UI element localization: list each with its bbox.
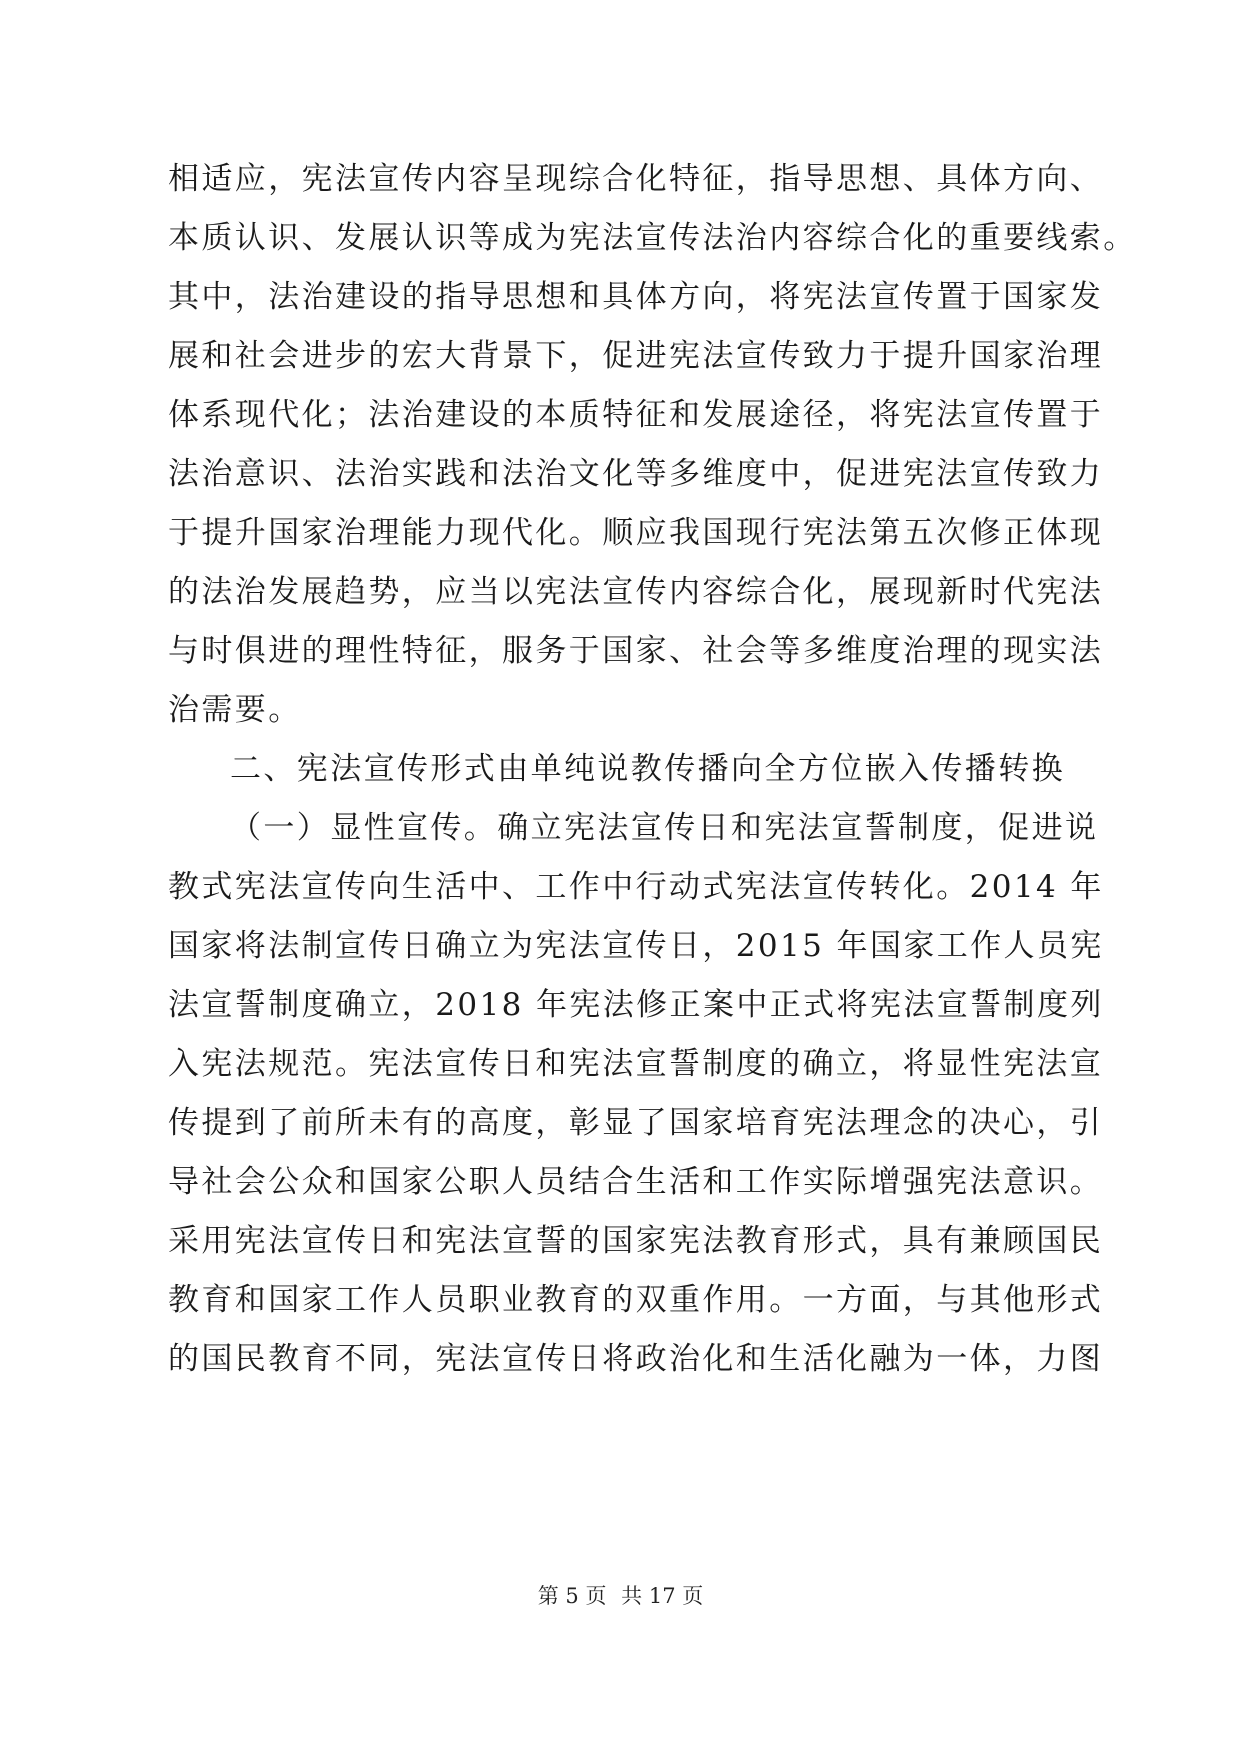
text-line-3: 其中，法治建设的指导思想和具体方向，将宪法宣传置于国家发 bbox=[168, 279, 1104, 315]
document-body bbox=[168, 150, 1137, 1389]
text-line-7: 于提升国家治理能力现代化。顺应我国现行宪法第五次修正体现 bbox=[168, 515, 1104, 551]
text-line-17: 传提到了前所未有的高度，彰显了国家培育宪法理念的决心，引 bbox=[168, 1105, 1104, 1141]
subsection-heading-line: （一）显性宣传。确立宪法宣传日和宪法宣誓制度，促进说 bbox=[230, 810, 1099, 846]
text-line-10: 治需要。 bbox=[168, 692, 302, 728]
text-line-5: 体系现代化；法治建设的本质特征和发展途径，将宪法宣传置于 bbox=[168, 397, 1104, 433]
section-heading: 二、宪法宣传形式由单纯说教传播向全方位嵌入传播转换 bbox=[230, 751, 1065, 787]
text-line-1: 相适应，宪法宣传内容呈现综合化特征，指导思想、具体方向、 bbox=[168, 161, 1104, 197]
text-line-8: 的法治发展趋势，应当以宪法宣传内容综合化，展现新时代宪法 bbox=[168, 574, 1104, 610]
page-footer bbox=[0, 1580, 1241, 1610]
text-line-4: 展和社会进步的宏大背景下，促进宪法宣传致力于提升国家治理 bbox=[168, 338, 1104, 374]
text-line-16: 入宪法规范。宪法宣传日和宪法宣誓制度的确立，将显性宪法宣 bbox=[168, 1046, 1104, 1082]
page-total: 共 17 页 bbox=[621, 1584, 704, 1608]
text-line-20: 教育和国家工作人员职业教育的双重作用。一方面，与其他形式 bbox=[168, 1282, 1104, 1318]
text-line-18: 导社会公众和国家公职人员结合生活和工作实际增强宪法意识。 bbox=[168, 1164, 1104, 1200]
text-line-21: 的国民教育不同，宪法宣传日将政治化和生活化融为一体，力图 bbox=[168, 1341, 1104, 1377]
text-line-6: 法治意识、法治实践和法治文化等多维度中，促进宪法宣传致力 bbox=[168, 456, 1104, 492]
text-line-9: 与时俱进的理性特征，服务于国家、社会等多维度治理的现实法 bbox=[168, 633, 1104, 669]
page-number: 第 5 页 bbox=[537, 1584, 607, 1608]
text-line-2: 本质认识、发展认识等成为宪法宣传法治内容综合化的重要线索。 bbox=[168, 220, 1137, 256]
text-line-19: 采用宪法宣传日和宪法宣誓的国家宪法教育形式，具有兼顾国民 bbox=[168, 1223, 1104, 1259]
text-line-15: 法宣誓制度确立，2018 年宪法修正案中正式将宪法宣誓制度列 bbox=[168, 987, 1104, 1023]
text-line-13: 教式宪法宣传向生活中、工作中行动式宪法宣传转化。2014 年 bbox=[168, 869, 1104, 905]
text-line-14: 国家将法制宣传日确立为宪法宣传日，2015 年国家工作人员宪 bbox=[168, 928, 1104, 964]
